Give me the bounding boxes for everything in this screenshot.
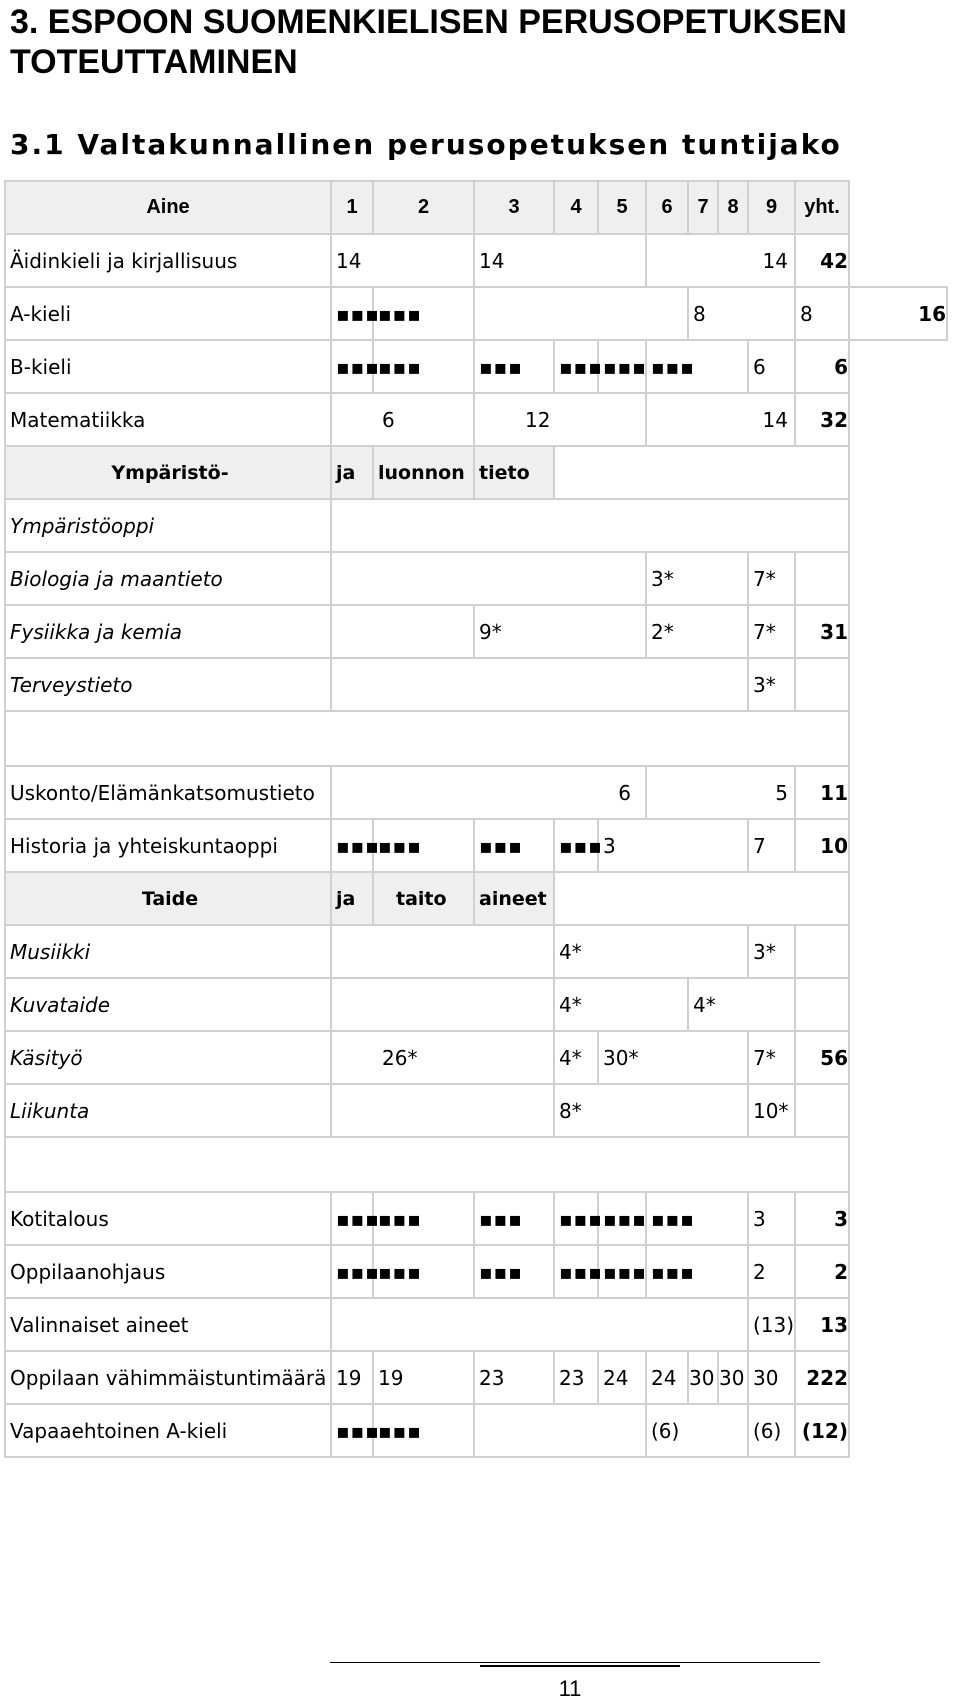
dots-marker: ▪▪▪ xyxy=(554,819,598,872)
table-row xyxy=(5,393,947,446)
dots-marker: ▪▪▪ xyxy=(474,1192,554,1245)
total-cell: 16 xyxy=(849,287,947,340)
value-cell: 3 xyxy=(748,1192,795,1245)
group-label: Ympäristö- xyxy=(5,446,331,499)
group-label: aineet xyxy=(474,872,554,925)
group-label: Taide xyxy=(5,872,331,925)
value-cell: 30 xyxy=(718,1351,748,1404)
dots-marker: ▪▪▪ xyxy=(646,1245,748,1298)
total-cell: 31 xyxy=(795,605,849,658)
total-cell: 6 xyxy=(795,340,849,393)
value-cell: 7* xyxy=(748,605,795,658)
value-cell: 30 xyxy=(688,1351,718,1404)
table-row xyxy=(5,552,947,605)
lesson-hours-table xyxy=(4,180,948,1458)
total-cell: 10 xyxy=(795,819,849,872)
table-row xyxy=(5,978,947,1031)
total-cell: (12) xyxy=(795,1404,849,1457)
table-row xyxy=(5,925,947,978)
value-cell: (6) xyxy=(748,1404,795,1457)
page-heading: 3. ESPOON SUOMENKIELISEN PERUSOPETUKSEN TOTEUTTAMINEN xyxy=(10,3,847,81)
value-cell: 24 xyxy=(646,1351,688,1404)
dots-marker: ▪▪▪ xyxy=(331,287,373,340)
value-cell: (13) xyxy=(748,1298,795,1351)
value-cell: 4* xyxy=(688,978,795,1031)
header-cell: 8 xyxy=(718,181,748,234)
value-cell: 19 xyxy=(373,1351,474,1404)
value-cell: 3* xyxy=(646,552,748,605)
value-cell: 4* xyxy=(554,925,748,978)
value-cell: 30* xyxy=(598,1031,748,1084)
total-cell: 11 xyxy=(795,766,849,819)
dots-marker: ▪▪▪ xyxy=(331,1404,373,1457)
value-cell: 23 xyxy=(474,1351,554,1404)
spacer-row xyxy=(5,1137,947,1192)
dots-marker: ▪▪▪ xyxy=(598,1245,646,1298)
value-cell: 8 xyxy=(795,287,849,340)
value-cell: 19 xyxy=(331,1351,373,1404)
total-cell: 2 xyxy=(795,1245,849,1298)
subject-label: Historia ja yhteiskuntaoppi xyxy=(5,819,331,872)
table-row xyxy=(5,1084,947,1137)
value-cell: 7 xyxy=(748,819,795,872)
subject-label: Oppilaanohjaus xyxy=(5,1245,331,1298)
value-cell: 4* xyxy=(554,1031,598,1084)
total-cell: 32 xyxy=(795,393,849,446)
value-cell: 9* xyxy=(474,605,646,658)
group-label: luonnon xyxy=(373,446,474,499)
total-cell: 42 xyxy=(795,234,849,287)
total-cell: 222 xyxy=(795,1351,849,1404)
dots-marker: ▪▪▪ xyxy=(554,1245,598,1298)
subject-label: Ympäristöoppi xyxy=(5,499,331,552)
subject-label: Fysiikka ja kemia xyxy=(5,605,331,658)
header-cell: 6 xyxy=(646,181,688,234)
table-header-row xyxy=(5,181,947,234)
table-row xyxy=(5,340,947,393)
header-cell: 5 xyxy=(598,181,646,234)
dots-marker: ▪▪▪ xyxy=(598,340,646,393)
value-cell: 4* xyxy=(554,978,688,1031)
value-cell: 24 xyxy=(598,1351,646,1404)
value-cell: 3* xyxy=(748,925,795,978)
total-cell: 56 xyxy=(795,1031,849,1084)
subject-label: Äidinkieli ja kirjallisuus xyxy=(5,234,331,287)
dots-marker: ▪▪▪ xyxy=(646,340,748,393)
dots-marker: ▪▪▪ xyxy=(373,1245,474,1298)
table-row xyxy=(5,819,947,872)
group-header-row xyxy=(5,872,947,925)
dots-marker: ▪▪▪ xyxy=(331,1245,373,1298)
table-row xyxy=(5,234,947,287)
header-cell: yht. xyxy=(795,181,849,234)
group-label: tieto xyxy=(474,446,554,499)
group-label: ja xyxy=(331,446,373,499)
value-cell: 10* xyxy=(748,1084,795,1137)
value-cell: 3 xyxy=(598,819,748,872)
dots-marker: ▪▪▪ xyxy=(554,1192,598,1245)
value-cell: 12 xyxy=(474,393,646,446)
header-cell: 2 xyxy=(373,181,474,234)
dots-marker: ▪▪▪ xyxy=(373,819,474,872)
subject-label: Kotitalous xyxy=(5,1192,331,1245)
value-cell: 6 xyxy=(331,393,474,446)
value-cell: 14 xyxy=(331,234,474,287)
table-row xyxy=(5,605,947,658)
subject-label: A-kieli xyxy=(5,287,331,340)
subject-label: Biologia ja maantieto xyxy=(5,552,331,605)
header-cell: 3 xyxy=(474,181,554,234)
header-cell: Aine xyxy=(5,181,331,234)
group-header-row xyxy=(5,446,947,499)
value-cell: 5 xyxy=(646,766,795,819)
dots-marker: ▪▪▪ xyxy=(331,340,373,393)
footer-line xyxy=(330,1662,820,1663)
footer-rule xyxy=(330,1662,820,1672)
table-row xyxy=(5,1192,947,1245)
subject-label: Musiikki xyxy=(5,925,331,978)
value-cell: 7* xyxy=(748,1031,795,1084)
subject-label: Uskonto/Elämänkatsomustieto xyxy=(5,766,331,819)
subject-label: Kuvataide xyxy=(5,978,331,1031)
header-cell: 4 xyxy=(554,181,598,234)
header-cell: 9 xyxy=(748,181,795,234)
value-cell: 8* xyxy=(554,1084,748,1137)
value-cell: 3* xyxy=(748,658,795,711)
dots-marker: ▪▪▪ xyxy=(554,340,598,393)
dots-marker: ▪▪▪ xyxy=(474,340,554,393)
spacer-row xyxy=(5,711,947,766)
dots-marker: ▪▪▪ xyxy=(474,1245,554,1298)
value-cell: 6 xyxy=(331,766,646,819)
table-row xyxy=(5,1351,947,1404)
value-cell: 14 xyxy=(646,393,795,446)
subject-label: Matematiikka xyxy=(5,393,331,446)
subject-label: Valinnaiset aineet xyxy=(5,1298,331,1351)
group-label: ja xyxy=(331,872,373,925)
dots-marker: ▪▪▪ xyxy=(331,1192,373,1245)
subject-label: Liikunta xyxy=(5,1084,331,1137)
table-row xyxy=(5,658,947,711)
value-cell: 7* xyxy=(748,552,795,605)
dots-marker: ▪▪▪ xyxy=(373,1192,474,1245)
total-cell: 3 xyxy=(795,1192,849,1245)
value-cell: 23 xyxy=(554,1351,598,1404)
table-row xyxy=(5,499,947,552)
dots-marker: ▪▪▪ xyxy=(373,287,474,340)
table-row xyxy=(5,766,947,819)
value-cell: (6) xyxy=(646,1404,748,1457)
header-cell: 7 xyxy=(688,181,718,234)
value-cell: 6 xyxy=(748,340,795,393)
dots-marker: ▪▪▪ xyxy=(598,1192,646,1245)
table-row xyxy=(5,1031,947,1084)
value-cell: 14 xyxy=(646,234,795,287)
subject-label: Terveystieto xyxy=(5,658,331,711)
dots-marker: ▪▪▪ xyxy=(331,819,373,872)
value-cell: 8 xyxy=(688,287,795,340)
footer-line xyxy=(480,1665,680,1667)
value-cell: 26* xyxy=(331,1031,554,1084)
value-cell: 2 xyxy=(748,1245,795,1298)
value-cell: 14 xyxy=(474,234,646,287)
table-row xyxy=(5,287,947,340)
value-cell: 30 xyxy=(748,1351,795,1404)
subject-label: Käsityö xyxy=(5,1031,331,1084)
table-row xyxy=(5,1404,947,1457)
subject-label: Vapaaehtoinen A-kieli xyxy=(5,1404,331,1457)
group-label: taito xyxy=(373,872,474,925)
dots-marker: ▪▪▪ xyxy=(373,1404,474,1457)
total-cell: 13 xyxy=(795,1298,849,1351)
header-cell: 1 xyxy=(331,181,373,234)
dots-marker: ▪▪▪ xyxy=(646,1192,748,1245)
dots-marker: ▪▪▪ xyxy=(474,819,554,872)
section-heading: 3.1 Valtakunnallinen perusopetuksen tuntijako xyxy=(10,128,842,161)
subject-label: B-kieli xyxy=(5,340,331,393)
table-row xyxy=(5,1298,947,1351)
dots-marker: ▪▪▪ xyxy=(373,340,474,393)
table-row xyxy=(5,1245,947,1298)
subject-label: Oppilaan vähimmäistuntimäärä xyxy=(5,1351,331,1404)
value-cell: 2* xyxy=(646,605,748,658)
page-number: 11 xyxy=(558,1676,582,1701)
